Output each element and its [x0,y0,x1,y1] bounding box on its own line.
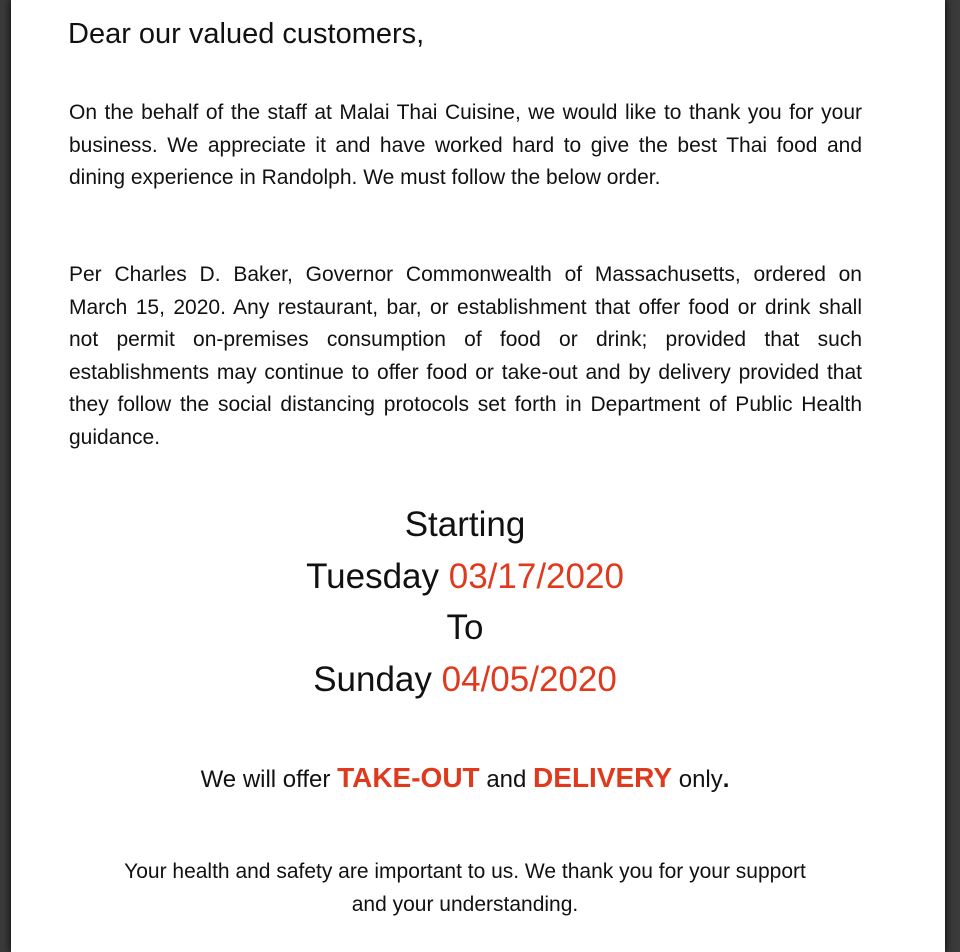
end-date-line [11,654,919,706]
start-day: Tuesday [306,556,440,596]
offer-suffix: only [678,766,723,793]
offer-prefix: We will offer [200,766,331,793]
governor-order-paragraph: Per Charles D. Baker, Governor Commonwealth of Massachusetts, ordered on March 15, 2020. Any restaurant, bar, or establishment that offer food or drink shall not permit on-premises consumption of food or drink; provided that such establishments may continue to offer food or take-out and by delivery provided that they follow the social distancing protocols set forth in Department of Public Health guidance. [69,263,862,449]
greeting: Dear our valued customers, [68,18,425,50]
closing-line-1: Your health and safety are important to us. We thank you for your support [124,860,806,883]
service-offer [11,758,919,800]
closing-line-2: and your understanding. [351,893,579,916]
starting-label: Starting [404,505,526,544]
delivery-highlight: DELIVERY [533,762,673,793]
closure-dates [11,499,919,705]
notice-page [11,0,945,952]
takeout-highlight: TAKE-OUT [337,762,480,793]
offer-period: . [722,766,730,793]
thank-you-paragraph: On the behalf of the staff at Malai Thai Cuisine, we would like to thank you for your business. We appreciate it and have worked hard to give the best Thai food and dining experience in Randolph. We must follow the below order. [69,101,862,190]
start-date: 03/17/2020 [448,556,624,596]
start-date-line [11,551,919,603]
end-date: 04/05/2020 [441,659,617,699]
offer-and: and [486,766,527,793]
closing-message [11,855,919,921]
end-day: Sunday [313,659,432,699]
to-label: To [446,608,484,647]
